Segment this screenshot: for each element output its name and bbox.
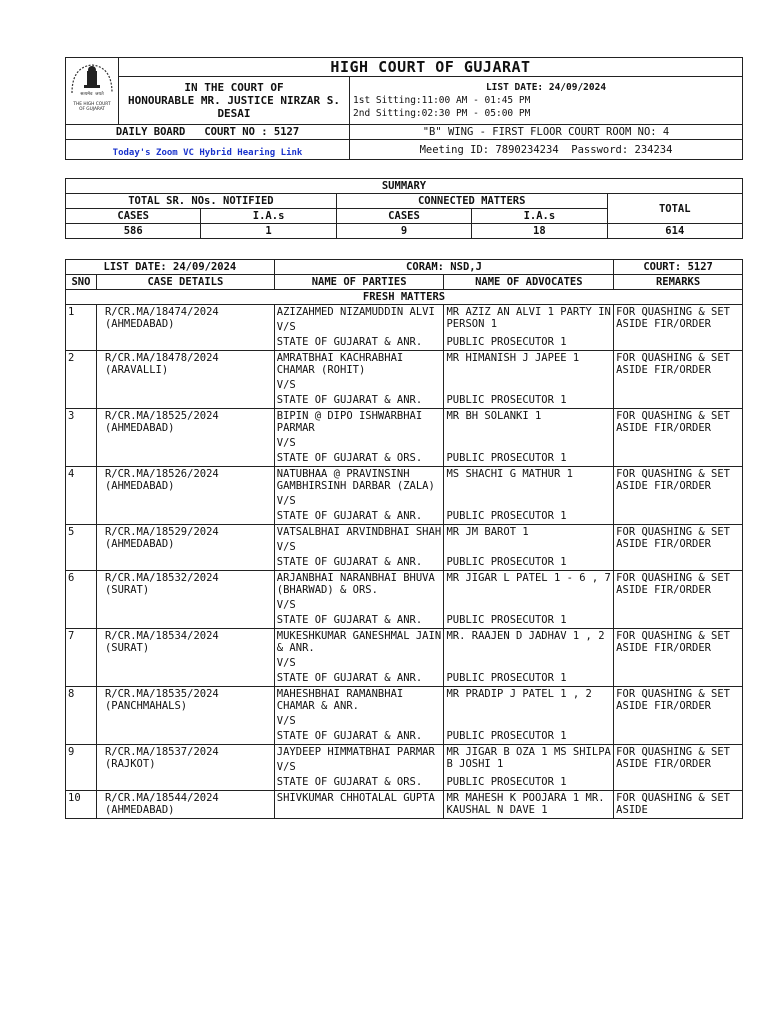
petitioner-advocate: MR JIGAR L PATEL 1 - 6 , 7 <box>446 572 611 584</box>
respondent-name: STATE OF GUJARAT & ANR. <box>276 556 423 568</box>
versus-label: V/S <box>276 495 296 507</box>
case-district: (AHMEDABAD) <box>104 804 175 816</box>
petitioner-advocate: MS SHACHI G MATHUR 1 <box>446 468 573 480</box>
parties-cell <box>274 467 444 525</box>
case-details-cell <box>96 687 274 745</box>
table-row <box>66 791 743 819</box>
svg-text:सत्यमेव जयते: सत्यमेव जयते <box>80 92 104 97</box>
sno-cell: 6 <box>66 571 97 629</box>
meeting-info: Meeting ID: 7890234234 Password: 234234 <box>350 140 743 160</box>
respondent-advocate: PUBLIC PROSECUTOR 1 <box>446 509 567 522</box>
advocates-cell <box>444 305 614 351</box>
case-details-cell <box>96 409 274 467</box>
table-row <box>66 571 743 629</box>
parties-cell <box>274 351 444 409</box>
court-header <box>65 57 743 160</box>
parties-cell <box>274 791 444 819</box>
zoom-hearing-link[interactable]: Today's Zoom VC Hybrid Hearing Link <box>112 148 303 158</box>
petitioner-advocate: MR HIMANISH J JAPEE 1 <box>446 352 580 364</box>
versus-label: V/S <box>276 761 296 773</box>
remarks-cell: FOR QUASHING & SET ASIDE <box>614 791 743 819</box>
case-details-cell <box>96 571 274 629</box>
case-district: (AHMEDABAD) <box>104 480 175 492</box>
versus-label: V/S <box>276 715 296 727</box>
table-row <box>66 409 743 467</box>
petitioner-name: AZIZAHMED NIZAMUDDIN ALVI <box>276 306 435 318</box>
parties-cell <box>274 305 444 351</box>
table-row <box>66 687 743 745</box>
respondent-advocate: PUBLIC PROSECUTOR 1 <box>446 671 567 684</box>
sno-cell: 2 <box>66 351 97 409</box>
versus-label: V/S <box>276 657 296 669</box>
table-row <box>66 525 743 571</box>
petitioner-name: ARJANBHAI NARANBHAI BHUVA (BHARWAD) & ORS. <box>276 572 435 596</box>
col-sno: SNO <box>66 275 97 290</box>
respondent-name: STATE OF GUJARAT & ORS. <box>276 776 423 788</box>
case-number[interactable]: R/CR.MA/18525/2024 <box>104 410 219 422</box>
case-details-cell <box>96 791 274 819</box>
sitting-block <box>350 77 743 125</box>
remarks-cell: FOR QUASHING & SET ASIDE FIR/ORDER <box>614 629 743 687</box>
svg-text:THE HIGH COURT: THE HIGH COURT <box>73 102 111 107</box>
advocates-cell <box>444 687 614 745</box>
petitioner-advocate: MR JM BAROT 1 <box>446 526 529 538</box>
advocates-cell <box>444 467 614 525</box>
table-row <box>66 467 743 525</box>
respondent-advocate: PUBLIC PROSECUTOR 1 <box>446 451 567 464</box>
petitioner-advocate: MR. RAAJEN D JADHAV 1 , 2 <box>446 630 605 642</box>
case-number[interactable]: R/CR.MA/18534/2024 <box>104 630 219 642</box>
remarks-cell: FOR QUASHING & SET ASIDE FIR/ORDER <box>614 525 743 571</box>
case-district: (SURAT) <box>104 584 150 596</box>
petitioner-advocate: MR MAHESH K POOJARA 1 MR. KAUSHAL N DAVE 1 <box>446 792 605 816</box>
remarks-cell: FOR QUASHING & SET ASIDE FIR/ORDER <box>614 409 743 467</box>
col-case-details: CASE DETAILS <box>96 275 274 290</box>
petitioner-name: VATSALBHAI ARVINDBHAI SHAH <box>276 526 442 538</box>
sno-cell: 7 <box>66 629 97 687</box>
summary-title: SUMMARY <box>66 179 743 194</box>
total-notified-label: TOTAL SR. NOs. NOTIFIED <box>66 194 337 209</box>
versus-label: V/S <box>276 321 296 333</box>
advocates-cell <box>444 351 614 409</box>
daily-board: DAILY BOARD COURT NO : 5127 <box>66 125 350 140</box>
advocates-cell <box>444 629 614 687</box>
case-rows <box>66 305 743 819</box>
summary-table <box>65 178 743 239</box>
col-advocates: NAME OF ADVOCATES <box>444 275 614 290</box>
petitioner-name: MAHESHBHAI RAMANBHAI CHAMAR & ANR. <box>276 688 404 712</box>
cases-label: CASES <box>66 209 201 224</box>
versus-label: V/S <box>276 379 296 391</box>
ias-count: 1 <box>201 224 336 239</box>
sno-cell: 1 <box>66 305 97 351</box>
case-details-cell <box>96 351 274 409</box>
respondent-name: STATE OF GUJARAT & ANR. <box>276 510 423 522</box>
case-district: (AHMEDABAD) <box>104 422 175 434</box>
remarks-cell: FOR QUASHING & SET ASIDE FIR/ORDER <box>614 571 743 629</box>
respondent-advocate: PUBLIC PROSECUTOR 1 <box>446 335 567 348</box>
versus-label: V/S <box>276 541 296 553</box>
sitting-1: 1st Sitting:11:00 AM - 01:45 PM <box>353 95 531 106</box>
case-number[interactable]: R/CR.MA/18529/2024 <box>104 526 219 538</box>
table-row <box>66 629 743 687</box>
petitioner-name: BIPIN @ DIPO ISHWARBHAI PARMAR <box>276 410 423 434</box>
versus-label: V/S <box>276 599 296 611</box>
col-parties: NAME OF PARTIES <box>274 275 444 290</box>
court-emblem-icon <box>68 59 116 119</box>
case-number[interactable]: R/CR.MA/18532/2024 <box>104 572 219 584</box>
justice-name: HONOURABLE MR. JUSTICE NIRZAR S. DESAI <box>128 94 340 120</box>
court-title: HIGH COURT OF GUJARAT <box>119 58 743 77</box>
parties-cell <box>274 525 444 571</box>
sno-cell: 5 <box>66 525 97 571</box>
case-district: (PANCHMAHALS) <box>104 700 188 712</box>
respondent-advocate: PUBLIC PROSECUTOR 1 <box>446 729 567 742</box>
parties-cell <box>274 571 444 629</box>
petitioner-name: MUKESHKUMAR GANESHMAL JAIN & ANR. <box>276 630 442 654</box>
case-district: (AHMEDABAD) <box>104 538 175 550</box>
respondent-name: STATE OF GUJARAT & ORS. <box>276 452 423 464</box>
petitioner-advocate: MR JIGAR B OZA 1 MS SHILPA B JOSHI 1 <box>446 746 611 770</box>
petitioner-advocate: MR PRADIP J PATEL 1 , 2 <box>446 688 592 700</box>
respondent-advocate: PUBLIC PROSECUTOR 1 <box>446 393 567 406</box>
remarks-cell: FOR QUASHING & SET ASIDE FIR/ORDER <box>614 687 743 745</box>
petitioner-name: NATUBHAA @ PRAVINSINH GAMBHIRSINH DARBAR (ZALA) <box>276 468 435 492</box>
parties-cell <box>274 745 444 791</box>
table-row <box>66 351 743 409</box>
table-row <box>66 305 743 351</box>
versus-label: V/S <box>276 437 296 449</box>
respondent-name: STATE OF GUJARAT & ANR. <box>276 394 423 406</box>
court-number: COURT: 5127 <box>614 260 743 275</box>
case-district: (ARAVALLI) <box>104 364 169 376</box>
respondent-name: STATE OF GUJARAT & ANR. <box>276 336 423 348</box>
advocates-cell <box>444 571 614 629</box>
list-date: LIST DATE: 24/09/2024 <box>66 260 275 275</box>
sno-cell: 9 <box>66 745 97 791</box>
case-details-cell <box>96 629 274 687</box>
sitting-2: 2nd Sitting:02:30 PM - 05:00 PM <box>353 108 531 119</box>
sno-cell: 10 <box>66 791 97 819</box>
advocates-cell <box>444 525 614 571</box>
parties-cell <box>274 687 444 745</box>
table-row <box>66 745 743 791</box>
case-details-cell <box>96 305 274 351</box>
cases-count: 586 <box>66 224 201 239</box>
respondent-advocate: PUBLIC PROSECUTOR 1 <box>446 775 567 788</box>
case-details-cell <box>96 467 274 525</box>
cause-list-table <box>65 259 743 819</box>
court-logo <box>66 58 119 125</box>
case-number[interactable]: R/CR.MA/18535/2024 <box>104 688 219 700</box>
svg-text:OF GUJARAT: OF GUJARAT <box>79 107 105 112</box>
cases-label: CASES <box>336 209 471 224</box>
advocates-cell <box>444 409 614 467</box>
connected-cases-count: 9 <box>336 224 471 239</box>
parties-cell <box>274 409 444 467</box>
petitioner-advocate: MR AZIZ AN ALVI 1 PARTY IN PERSON 1 <box>446 306 611 330</box>
case-details-cell <box>96 745 274 791</box>
case-number[interactable]: R/CR.MA/18478/2024 <box>104 352 219 364</box>
in-court-of: IN THE COURT OF <box>184 81 284 94</box>
advocates-cell <box>444 745 614 791</box>
remarks-cell: FOR QUASHING & SET ASIDE FIR/ORDER <box>614 745 743 791</box>
section-fresh-matters: FRESH MATTERS <box>66 290 743 305</box>
case-district: (AHMEDABAD) <box>104 318 175 330</box>
connected-ias-count: 18 <box>472 224 607 239</box>
parties-cell <box>274 629 444 687</box>
case-number[interactable]: R/CR.MA/18544/2024 <box>104 792 219 804</box>
sno-cell: 3 <box>66 409 97 467</box>
wing-info: "B" WING - FIRST FLOOR COURT ROOM NO: 4 <box>350 125 743 140</box>
total-label: TOTAL <box>607 194 742 224</box>
petitioner-name: AMRATBHAI KACHRABHAI CHAMAR (ROHIT) <box>276 352 404 376</box>
respondent-name: STATE OF GUJARAT & ANR. <box>276 730 423 742</box>
case-number[interactable]: R/CR.MA/18474/2024 <box>104 306 219 318</box>
advocates-cell <box>444 791 614 819</box>
case-district: (RAJKOT) <box>104 758 156 770</box>
case-number[interactable]: R/CR.MA/18526/2024 <box>104 468 219 480</box>
zoom-link-cell <box>66 140 350 160</box>
respondent-advocate: PUBLIC PROSECUTOR 1 <box>446 555 567 568</box>
case-district: (SURAT) <box>104 642 150 654</box>
case-number[interactable]: R/CR.MA/18537/2024 <box>104 746 219 758</box>
remarks-cell: FOR QUASHING & SET ASIDE FIR/ORDER <box>614 351 743 409</box>
remarks-cell: FOR QUASHING & SET ASIDE FIR/ORDER <box>614 467 743 525</box>
header-list-date: LIST DATE: 24/09/2024 <box>485 82 607 93</box>
court-of-block <box>119 77 350 125</box>
respondent-name: STATE OF GUJARAT & ANR. <box>276 614 423 626</box>
col-remarks: REMARKS <box>614 275 743 290</box>
total-count: 614 <box>607 224 742 239</box>
ias-label: I.A.s <box>201 209 336 224</box>
petitioner-name: JAYDEEP HIMMATBHAI PARMAR <box>276 746 435 758</box>
connected-label: CONNECTED MATTERS <box>336 194 607 209</box>
ias-label: I.A.s <box>472 209 607 224</box>
coram: CORAM: NSD,J <box>274 260 613 275</box>
sno-cell: 8 <box>66 687 97 745</box>
case-details-cell <box>96 525 274 571</box>
petitioner-name: SHIVKUMAR CHHOTALAL GUPTA <box>276 792 435 804</box>
remarks-cell: FOR QUASHING & SET ASIDE FIR/ORDER <box>614 305 743 351</box>
respondent-advocate: PUBLIC PROSECUTOR 1 <box>446 613 567 626</box>
petitioner-advocate: MR BH SOLANKI 1 <box>446 410 542 422</box>
respondent-name: STATE OF GUJARAT & ANR. <box>276 672 423 684</box>
sno-cell: 4 <box>66 467 97 525</box>
